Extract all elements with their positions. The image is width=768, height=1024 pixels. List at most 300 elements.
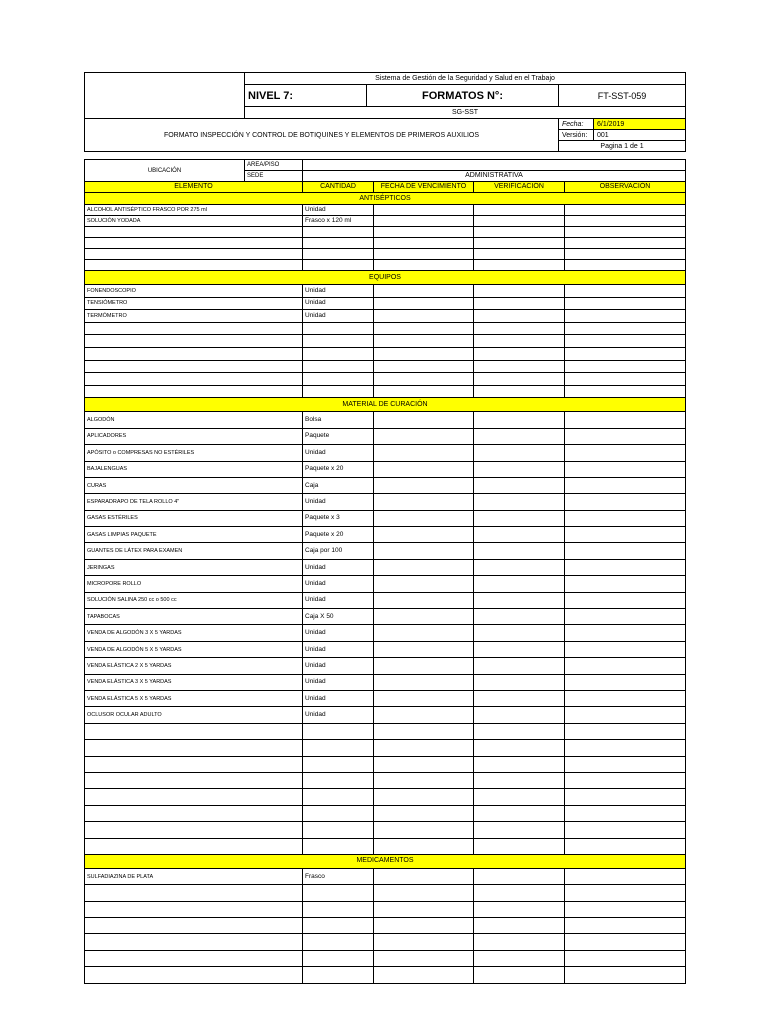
- table-row: [85, 360, 686, 373]
- elemento-cell: [85, 335, 303, 348]
- elemento-cell: [85, 885, 303, 901]
- fecha-vencimiento-cell[interactable]: [374, 347, 474, 360]
- cantidad-cell: Unidad: [303, 707, 374, 723]
- fecha-vencimiento-cell[interactable]: [374, 868, 474, 884]
- level-label: NIVEL 7:: [245, 85, 367, 107]
- verificacion-cell[interactable]: [474, 297, 565, 310]
- cantidad-cell: [303, 385, 374, 398]
- table-row: [85, 918, 686, 934]
- verificacion-cell[interactable]: [474, 707, 565, 723]
- fecha-vencimiento-cell[interactable]: [374, 934, 474, 950]
- table-row: [85, 347, 686, 360]
- version-value: 001: [594, 130, 686, 141]
- fecha-vencimiento-cell[interactable]: [374, 674, 474, 690]
- observacion-cell[interactable]: [565, 527, 686, 543]
- table-row: [85, 527, 686, 543]
- fecha-vencimiento-cell[interactable]: [374, 707, 474, 723]
- verificacion-cell[interactable]: [474, 641, 565, 657]
- area-label: AREA/PISO: [245, 160, 303, 171]
- fecha-vencimiento-cell[interactable]: [374, 885, 474, 901]
- elemento-cell: [85, 967, 303, 983]
- cantidad-cell: [303, 901, 374, 917]
- cantidad-cell: Caja X 50: [303, 609, 374, 625]
- verificacion-cell[interactable]: [474, 322, 565, 335]
- fecha-vencimiento-cell[interactable]: [374, 690, 474, 706]
- elemento-cell: VENDA DE ALGODÓN 3 X 5 YARDAS: [85, 625, 303, 641]
- table-row: [85, 238, 686, 249]
- verificacion-cell[interactable]: [474, 527, 565, 543]
- fecha-vencimiento-cell[interactable]: [374, 260, 474, 271]
- verificacion-cell[interactable]: [474, 740, 565, 756]
- table-row: [85, 838, 686, 854]
- table-row: [85, 723, 686, 739]
- table-row: [85, 789, 686, 805]
- verificacion-cell[interactable]: [474, 805, 565, 821]
- elemento-cell: OCLUSOR OCULAR ADULTO: [85, 707, 303, 723]
- fecha-vencimiento-cell[interactable]: [374, 805, 474, 821]
- table-row: [85, 297, 686, 310]
- cantidad-cell: [303, 838, 374, 854]
- cantidad-cell: [303, 227, 374, 238]
- system-title: Sistema de Gestión de la Seguridad y Salud en el Trabajo: [245, 73, 686, 85]
- elemento-cell: [85, 227, 303, 238]
- elemento-cell: ESPARADRAPO DE TELA ROLLO 4": [85, 494, 303, 510]
- cantidad-cell: Unidad: [303, 494, 374, 510]
- verificacion-cell[interactable]: [474, 249, 565, 260]
- col-header-observacion: OBSERVACIÓN: [565, 182, 686, 193]
- verificacion-cell[interactable]: [474, 238, 565, 249]
- cantidad-cell: Paquete x 20: [303, 527, 374, 543]
- verificacion-cell[interactable]: [474, 934, 565, 950]
- verificacion-cell[interactable]: [474, 690, 565, 706]
- cantidad-cell: [303, 772, 374, 788]
- elemento-cell: [85, 238, 303, 249]
- elemento-cell: JERINGAS: [85, 559, 303, 575]
- verificacion-cell[interactable]: [474, 445, 565, 461]
- observacion-cell[interactable]: [565, 885, 686, 901]
- elemento-cell: GASAS ESTÉRILES: [85, 510, 303, 526]
- observacion-cell[interactable]: [565, 707, 686, 723]
- observacion-cell[interactable]: [565, 838, 686, 854]
- table-row: [85, 494, 686, 510]
- observacion-cell[interactable]: [565, 322, 686, 335]
- table-row: [85, 510, 686, 526]
- verificacion-cell[interactable]: [474, 412, 565, 428]
- cantidad-cell: Paquete x 3: [303, 510, 374, 526]
- verificacion-cell[interactable]: [474, 347, 565, 360]
- table-row: [85, 310, 686, 323]
- elemento-cell: TENSIÓMETRO: [85, 297, 303, 310]
- observacion-cell[interactable]: [565, 868, 686, 884]
- verificacion-cell[interactable]: [474, 510, 565, 526]
- table-row: [85, 609, 686, 625]
- verificacion-cell[interactable]: [474, 461, 565, 477]
- observacion-cell[interactable]: [565, 227, 686, 238]
- observacion-cell[interactable]: [565, 625, 686, 641]
- format-code: FT-SST-059: [559, 85, 686, 107]
- table-row: [85, 216, 686, 227]
- table-row: [85, 868, 686, 884]
- fecha-value: 6/1/2019: [594, 119, 686, 130]
- cantidad-cell: [303, 373, 374, 386]
- section-header-row: [85, 271, 686, 285]
- elemento-cell: [85, 901, 303, 917]
- fecha-vencimiento-cell[interactable]: [374, 285, 474, 298]
- table-row: [85, 428, 686, 444]
- elemento-cell: GUANTES DE LÁTEX PARA EXAMEN: [85, 543, 303, 559]
- observacion-cell[interactable]: [565, 641, 686, 657]
- elemento-cell: [85, 934, 303, 950]
- table-row: [85, 260, 686, 271]
- fecha-vencimiento-cell[interactable]: [374, 838, 474, 854]
- observacion-cell[interactable]: [565, 373, 686, 386]
- fecha-vencimiento-cell[interactable]: [374, 658, 474, 674]
- observacion-cell[interactable]: [565, 477, 686, 493]
- verificacion-cell[interactable]: [474, 918, 565, 934]
- cantidad-cell: [303, 967, 374, 983]
- table-row: [85, 385, 686, 398]
- cantidad-cell: Unidad: [303, 297, 374, 310]
- cantidad-cell: Caja: [303, 477, 374, 493]
- fecha-vencimiento-cell[interactable]: [374, 918, 474, 934]
- fecha-vencimiento-cell[interactable]: [374, 385, 474, 398]
- verificacion-cell[interactable]: [474, 335, 565, 348]
- elemento-cell: VENDA DE ALGODÓN 5 X 5 YARDAS: [85, 641, 303, 657]
- fecha-vencimiento-cell[interactable]: [374, 740, 474, 756]
- fecha-vencimiento-cell[interactable]: [374, 477, 474, 493]
- fecha-vencimiento-cell[interactable]: [374, 238, 474, 249]
- cantidad-cell: [303, 789, 374, 805]
- fecha-vencimiento-cell[interactable]: [374, 373, 474, 386]
- observacion-cell[interactable]: [565, 934, 686, 950]
- fecha-vencimiento-cell[interactable]: [374, 641, 474, 657]
- cantidad-cell: [303, 822, 374, 838]
- cantidad-cell: [303, 347, 374, 360]
- verificacion-cell[interactable]: [474, 967, 565, 983]
- table-row: [85, 592, 686, 608]
- cantidad-cell: Paquete x 20: [303, 461, 374, 477]
- observacion-cell[interactable]: [565, 576, 686, 592]
- cantidad-cell: [303, 322, 374, 335]
- verificacion-cell[interactable]: [474, 822, 565, 838]
- fecha-vencimiento-cell[interactable]: [374, 609, 474, 625]
- observacion-cell[interactable]: [565, 238, 686, 249]
- cantidad-cell: Paquete: [303, 428, 374, 444]
- fecha-vencimiento-cell[interactable]: [374, 461, 474, 477]
- elemento-cell: APÓSITO o COMPRESAS NO ESTÉRILES: [85, 445, 303, 461]
- elemento-cell: GASAS LIMPIAS PAQUETE: [85, 527, 303, 543]
- table-row: [85, 707, 686, 723]
- table-row: [85, 543, 686, 559]
- sgsst-label: SG-SST: [245, 107, 686, 119]
- elemento-cell: [85, 740, 303, 756]
- fecha-vencimiento-cell[interactable]: [374, 559, 474, 575]
- observacion-cell[interactable]: [565, 918, 686, 934]
- fecha-vencimiento-cell[interactable]: [374, 625, 474, 641]
- document-title: FORMATO INSPECCIÓN Y CONTROL DE BOTIQUINES Y ELEMENTOS DE PRIMEROS AUXILIOS: [85, 119, 559, 152]
- observacion-cell[interactable]: [565, 412, 686, 428]
- cantidad-cell: Unidad: [303, 641, 374, 657]
- observacion-cell[interactable]: [565, 310, 686, 323]
- sede-value[interactable]: ADMINISTRATIVA: [303, 171, 686, 182]
- table-row: [85, 559, 686, 575]
- observacion-cell[interactable]: [565, 297, 686, 310]
- verificacion-cell[interactable]: [474, 592, 565, 608]
- observacion-cell[interactable]: [565, 950, 686, 966]
- fecha-vencimiento-cell[interactable]: [374, 360, 474, 373]
- table-row: [85, 249, 686, 260]
- fecha-vencimiento-cell[interactable]: [374, 950, 474, 966]
- observacion-cell[interactable]: [565, 543, 686, 559]
- cantidad-cell: Unidad: [303, 674, 374, 690]
- verificacion-cell[interactable]: [474, 789, 565, 805]
- observacion-cell[interactable]: [565, 260, 686, 271]
- elemento-cell: FONENDOSCOPIO: [85, 285, 303, 298]
- cantidad-cell: Unidad: [303, 576, 374, 592]
- table-row: [85, 967, 686, 983]
- cantidad-cell: [303, 756, 374, 772]
- page-number: Pagina 1 de 1: [559, 141, 686, 152]
- verificacion-cell[interactable]: [474, 950, 565, 966]
- verificacion-cell[interactable]: [474, 216, 565, 227]
- cantidad-cell: [303, 238, 374, 249]
- col-header-fecha-vencimiento: FECHA DE VENCIMIENTO: [374, 182, 474, 193]
- elemento-cell: [85, 950, 303, 966]
- fecha-label: Fecha:: [559, 119, 594, 130]
- observacion-cell[interactable]: [565, 559, 686, 575]
- area-value[interactable]: [303, 160, 686, 171]
- table-row: [85, 772, 686, 788]
- cantidad-cell: [303, 249, 374, 260]
- observacion-cell[interactable]: [565, 789, 686, 805]
- fecha-vencimiento-cell[interactable]: [374, 322, 474, 335]
- cantidad-cell: Frasco: [303, 868, 374, 884]
- fecha-vencimiento-cell[interactable]: [374, 412, 474, 428]
- elemento-cell: [85, 772, 303, 788]
- verificacion-cell[interactable]: [474, 625, 565, 641]
- section-title: MATERIAL DE CURACIÓN: [85, 398, 686, 412]
- elemento-cell: SOLUCIÓN SALINA 250 cc o 500 cc: [85, 592, 303, 608]
- column-header-row: [85, 182, 686, 193]
- inspection-table-body: [85, 160, 686, 984]
- table-row: [85, 756, 686, 772]
- observacion-cell[interactable]: [565, 461, 686, 477]
- elemento-cell: [85, 249, 303, 260]
- elemento-cell: VENDA ELÁSTICA 2 X 5 YARDAS: [85, 658, 303, 674]
- elemento-cell: [85, 918, 303, 934]
- table-row: [85, 227, 686, 238]
- cantidad-cell: Unidad: [303, 205, 374, 216]
- verificacion-cell[interactable]: [474, 373, 565, 386]
- fecha-vencimiento-cell[interactable]: [374, 227, 474, 238]
- observacion-cell[interactable]: [565, 967, 686, 983]
- col-header-verificacion: VERIFICACIÓN: [474, 182, 565, 193]
- fecha-vencimiento-cell[interactable]: [374, 216, 474, 227]
- verificacion-cell[interactable]: [474, 576, 565, 592]
- fecha-vencimiento-cell[interactable]: [374, 901, 474, 917]
- table-row: [85, 822, 686, 838]
- verificacion-cell[interactable]: [474, 674, 565, 690]
- table-row: [85, 885, 686, 901]
- observacion-cell[interactable]: [565, 285, 686, 298]
- observacion-cell[interactable]: [565, 772, 686, 788]
- elemento-cell: VENDA ELÁSTICA 5 X 5 YARDAS: [85, 690, 303, 706]
- verificacion-cell[interactable]: [474, 772, 565, 788]
- fecha-vencimiento-cell[interactable]: [374, 335, 474, 348]
- cantidad-cell: [303, 805, 374, 821]
- fecha-vencimiento-cell[interactable]: [374, 822, 474, 838]
- table-row: [85, 477, 686, 493]
- observacion-cell[interactable]: [565, 805, 686, 821]
- cantidad-cell: Caja por 100: [303, 543, 374, 559]
- fecha-vencimiento-cell[interactable]: [374, 205, 474, 216]
- verificacion-cell[interactable]: [474, 723, 565, 739]
- col-header-elemento: ELEMENTO: [85, 182, 303, 193]
- cantidad-cell: [303, 934, 374, 950]
- elemento-cell: BAJALENGUAS: [85, 461, 303, 477]
- table-row: [85, 335, 686, 348]
- fecha-vencimiento-cell[interactable]: [374, 249, 474, 260]
- fecha-vencimiento-cell[interactable]: [374, 592, 474, 608]
- cantidad-cell: Unidad: [303, 310, 374, 323]
- fecha-vencimiento-cell[interactable]: [374, 723, 474, 739]
- elemento-cell: CURAS: [85, 477, 303, 493]
- verificacion-cell[interactable]: [474, 285, 565, 298]
- cantidad-cell: Unidad: [303, 625, 374, 641]
- verificacion-cell[interactable]: [474, 310, 565, 323]
- elemento-cell: APLICADORES: [85, 428, 303, 444]
- observacion-cell[interactable]: [565, 740, 686, 756]
- elemento-cell: [85, 805, 303, 821]
- observacion-cell[interactable]: [565, 822, 686, 838]
- col-header-cantidad: CANTIDAD: [303, 182, 374, 193]
- fecha-vencimiento-cell[interactable]: [374, 297, 474, 310]
- verificacion-cell[interactable]: [474, 494, 565, 510]
- observacion-cell[interactable]: [565, 723, 686, 739]
- verificacion-cell[interactable]: [474, 868, 565, 884]
- elemento-cell: ALGODÓN: [85, 412, 303, 428]
- observacion-cell[interactable]: [565, 510, 686, 526]
- observacion-cell[interactable]: [565, 658, 686, 674]
- elemento-cell: [85, 838, 303, 854]
- observacion-cell[interactable]: [565, 428, 686, 444]
- table-row: [85, 461, 686, 477]
- fecha-vencimiento-cell[interactable]: [374, 789, 474, 805]
- elemento-cell: [85, 360, 303, 373]
- section-header-row: [85, 193, 686, 205]
- observacion-cell[interactable]: [565, 360, 686, 373]
- elemento-cell: [85, 373, 303, 386]
- verificacion-cell[interactable]: [474, 885, 565, 901]
- fecha-vencimiento-cell[interactable]: [374, 543, 474, 559]
- fecha-vencimiento-cell[interactable]: [374, 510, 474, 526]
- verificacion-cell[interactable]: [474, 609, 565, 625]
- observacion-cell[interactable]: [565, 335, 686, 348]
- elemento-cell: [85, 347, 303, 360]
- verificacion-cell[interactable]: [474, 385, 565, 398]
- fecha-vencimiento-cell[interactable]: [374, 576, 474, 592]
- observacion-cell[interactable]: [565, 494, 686, 510]
- fecha-vencimiento-cell[interactable]: [374, 527, 474, 543]
- observacion-cell[interactable]: [565, 216, 686, 227]
- observacion-cell[interactable]: [565, 592, 686, 608]
- elemento-cell: [85, 322, 303, 335]
- cantidad-cell: [303, 260, 374, 271]
- elemento-cell: [85, 822, 303, 838]
- table-row: [85, 445, 686, 461]
- table-row: [85, 373, 686, 386]
- cantidad-cell: Frasco x 120 ml: [303, 216, 374, 227]
- fecha-vencimiento-cell[interactable]: [374, 445, 474, 461]
- logo-cell: [85, 73, 245, 119]
- cantidad-cell: Unidad: [303, 285, 374, 298]
- sede-label: SEDE: [245, 171, 303, 182]
- observacion-cell[interactable]: [565, 901, 686, 917]
- table-row: [85, 205, 686, 216]
- table-row: [85, 805, 686, 821]
- observacion-cell[interactable]: [565, 609, 686, 625]
- elemento-cell: TERMÓMETRO: [85, 310, 303, 323]
- table-row: [85, 285, 686, 298]
- elemento-cell: TAPABOCAS: [85, 609, 303, 625]
- observacion-cell[interactable]: [565, 674, 686, 690]
- verificacion-cell[interactable]: [474, 227, 565, 238]
- fecha-vencimiento-cell[interactable]: [374, 772, 474, 788]
- cantidad-cell: Unidad: [303, 592, 374, 608]
- elemento-cell: [85, 260, 303, 271]
- verificacion-cell[interactable]: [474, 205, 565, 216]
- cantidad-cell: [303, 360, 374, 373]
- observacion-cell[interactable]: [565, 249, 686, 260]
- observacion-cell[interactable]: [565, 690, 686, 706]
- table-row: [85, 934, 686, 950]
- observacion-cell[interactable]: [565, 756, 686, 772]
- ubicacion-label: UBICACIÓN: [85, 160, 245, 182]
- cantidad-cell: Bolsa: [303, 412, 374, 428]
- verificacion-cell[interactable]: [474, 477, 565, 493]
- fecha-vencimiento-cell[interactable]: [374, 310, 474, 323]
- fecha-vencimiento-cell[interactable]: [374, 756, 474, 772]
- table-row: [85, 674, 686, 690]
- verificacion-cell[interactable]: [474, 901, 565, 917]
- table-row: [85, 641, 686, 657]
- observacion-cell[interactable]: [565, 385, 686, 398]
- verificacion-cell[interactable]: [474, 559, 565, 575]
- verificacion-cell[interactable]: [474, 360, 565, 373]
- fecha-vencimiento-cell[interactable]: [374, 428, 474, 444]
- cantidad-cell: Unidad: [303, 559, 374, 575]
- observacion-cell[interactable]: [565, 445, 686, 461]
- cantidad-cell: Unidad: [303, 690, 374, 706]
- cantidad-cell: [303, 740, 374, 756]
- observacion-cell[interactable]: [565, 347, 686, 360]
- elemento-cell: MICROPORE ROLLO: [85, 576, 303, 592]
- section-header-row: [85, 398, 686, 412]
- fecha-vencimiento-cell[interactable]: [374, 967, 474, 983]
- verificacion-cell[interactable]: [474, 658, 565, 674]
- elemento-cell: SOLUCIÓN YODADA: [85, 216, 303, 227]
- fecha-vencimiento-cell[interactable]: [374, 494, 474, 510]
- cantidad-cell: Unidad: [303, 445, 374, 461]
- verificacion-cell[interactable]: [474, 543, 565, 559]
- verificacion-cell[interactable]: [474, 756, 565, 772]
- verificacion-cell[interactable]: [474, 260, 565, 271]
- observacion-cell[interactable]: [565, 205, 686, 216]
- table-row: [85, 690, 686, 706]
- table-row: [85, 625, 686, 641]
- verificacion-cell[interactable]: [474, 838, 565, 854]
- verificacion-cell[interactable]: [474, 428, 565, 444]
